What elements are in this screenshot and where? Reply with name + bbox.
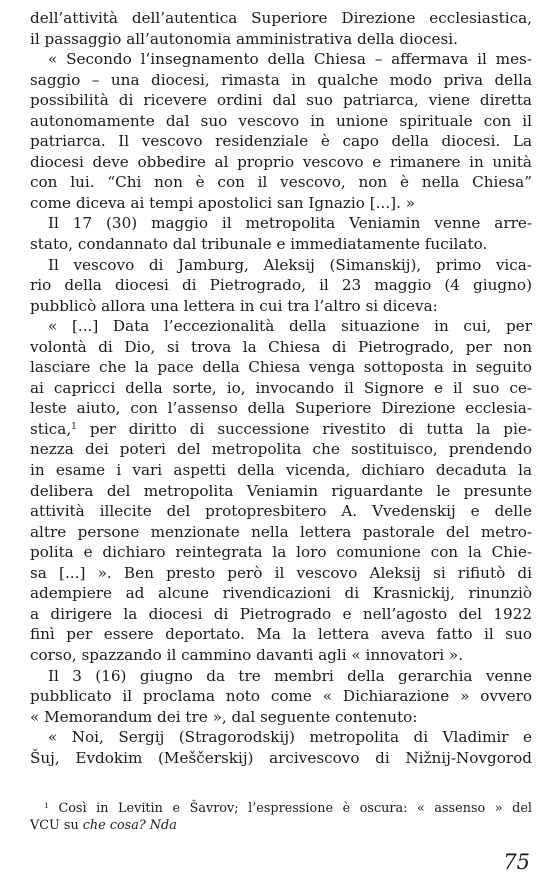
text-line: polita e dichiaro reintegrata la loro comunione con la Chie- — [30, 543, 532, 562]
text-line: il passaggio all’autonomia amministrativa della diocesi. — [30, 29, 458, 48]
text-line: stica,$^1$ per diritto di successione rivestito di tutta la pie- — [30, 419, 532, 438]
text-line: attività illecite del protopresbitero A. Vvedenskij e delle — [30, 502, 532, 521]
text-line: leste aiuto, con l’assenso della Superiore Direzione ecclesia- — [30, 399, 532, 418]
text-line: nezza dei poteri del metropolita che sostituisco, prendendo — [30, 440, 532, 459]
text-line: pubblicò allora una lettera in cui tra l’altro si diceva: — [30, 296, 438, 315]
text-line: « Secondo l’insegnamento della Chiesa – affermava il mes- — [48, 50, 532, 69]
footnote-line-2: VCU su che cosa? Nda — [30, 818, 177, 833]
text-line: adempiere ad alcune rivendicazioni di Krasnickij, rinunziò — [30, 584, 532, 603]
text-line: « [...] Data l’eccezionalità della situazione in cui, per — [48, 317, 532, 336]
footnote — [30, 800, 532, 834]
text-line: autonomamente dal suo vescovo in unione spirituale con il — [30, 111, 532, 130]
text-line: pubblicato il proclama noto come « Dichiarazione » ovvero — [30, 687, 532, 706]
text-line: Il 17 (30) maggio il metropolita Veniamin venne arre- — [48, 214, 532, 233]
text-line: saggio – una diocesi, rimasta in qualche modo priva della — [30, 70, 532, 89]
text-line: finì per essere deportato. Ma la lettera aveva fatto il suo — [30, 625, 532, 644]
text-line: in esame i vari aspetti della vicenda, dichiaro decaduta la — [30, 461, 532, 480]
text-line: lasciare che la pace della Chiesa venga sottoposta in seguito — [30, 358, 532, 377]
page-number: 75 — [503, 850, 530, 874]
text-line: delibera del metropolita Veniamin riguardante le presunte — [30, 481, 532, 500]
text-line: con lui. “Chi non è con il vescovo, non è nella Chiesa” — [30, 173, 532, 192]
text-line: altre persone menzionate nella lettera pastorale del metro- — [30, 522, 532, 541]
text-line: diocesi deve obbedire al proprio vescovo e rimanere in unità — [30, 152, 532, 171]
text-line: « Memorandum dei tre », dal seguente contenuto: — [30, 707, 418, 726]
text-line: dell’attività dell’autentica Superiore Direzione ecclesiastica, — [30, 9, 532, 27]
body-text — [30, 8, 532, 768]
text-line: Il vescovo di Jamburg, Aleksij (Simanskij), primo vica- — [48, 255, 532, 274]
text-line: volontà di Dio, si trova la Chiesa di Pietrogrado, per non — [30, 337, 532, 356]
text-line: a dirigere la diocesi di Pietrogrado e nell’agosto del 1922 — [30, 604, 532, 623]
footnote-line-1: $^1$ Così in Levitin e Šavrov; l’espressione è oscura: « assenso » del — [44, 800, 532, 816]
text-line: sa [...] ». Ben presto però il vescovo Aleksij si rifiutò di — [30, 563, 532, 582]
footnote-ref: 1 — [71, 421, 77, 432]
text-line: possibilità di ricevere ordini dal suo patriarca, viene diretta — [30, 91, 532, 110]
text-line: patriarca. Il vescovo residenziale è capo della diocesi. La — [30, 132, 532, 151]
text-line: stato, condannato dal tribunale e immediatamente fucilato. — [30, 235, 488, 254]
text-line: Il 3 (16) giugno da tre membri della gerarchia venne — [48, 666, 532, 685]
text-line: « Noi, Sergij (Stragorodskij) metropolita di Vladimir e — [48, 728, 532, 747]
footnote-marker: 1 — [44, 800, 49, 810]
text-line: ai capricci della sorte, io, invocando il Signore e il suo ce- — [30, 378, 532, 397]
text-line: Šuj, Evdokim (Meščerskij) arcivescovo di Nižnij-Novgorod — [30, 748, 532, 767]
text-line: rio della diocesi di Pietrogrado, il 23 maggio (4 giugno) — [30, 276, 532, 295]
text-line: corso, spazzando il cammino davanti agli « innovatori ». — [30, 645, 464, 664]
text-line: come diceva ai tempi apostolici san Ignazio [...]. » — [30, 193, 416, 212]
